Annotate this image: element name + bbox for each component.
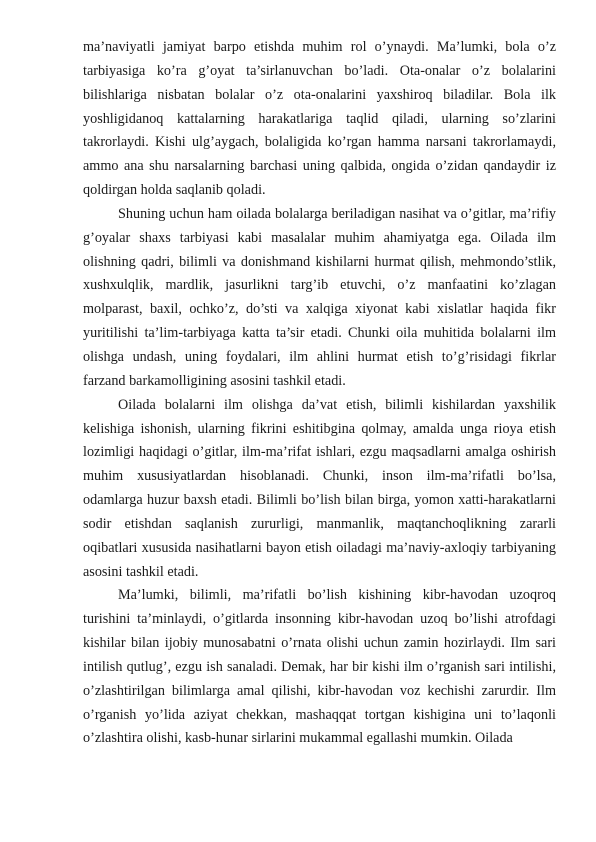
paragraph-advice-and-ideas: Shuning uchun ham oilada bolalarga beriladigan nasihat va o’gitlar, ma’rifiy g’oyalar shaxs tarbiyasi kabi masalalar muhim ahamiyatga ega. Oilada ilm olishning qadri, bilimli va donishmand kishilarni hurmat qilish, mehmondo’stlik, xushxulqlik, mardlik, jasurlikni targ’ib etuvchi, o’z manfaatini ko’zlagan molparast, baxil, ochko’z, do’sti va xalqiga xiyonat kabi xislatlar haqida fikr yuritilishi ta’lim-tarbiyaga katta ta’sir etadi. Chunki oila muhitida bolalarni ilm olishga undash, uning foydalari, ilm ahlini hurmat etish to’g’risidagi fikrlar farzand barkamolligining asosini tashkil etadi. — [83, 205, 556, 389]
paragraph-encouraging-knowledge: Oilada bolalarni ilm olishga da’vat etish, bilimli kishilardan yaxshilik kelishiga ishonish, ularning fikrini eshitibgina qolmay, amalda unga rioya etish lozimligi haqidagi o’gitlar, ilm-ma’rifat ishlari, ezgu maqsadlarni amalga oshirish muhim xususiyatlardan hisoblanadi. Chunki, inson ilm-ma’rifatli bo’lsa, odamlarga huzur baxsh etadi. Bilimli bo’lish bilan birga, yomon xatti-harakatlarni sodir etishdan saqlanish zururligi, manmanlik, maqtanchoqlikning zararli oqibatlari xususida nasihatlarni bayon etish oiladagi ma’naviy-axloqiy tarbiyaning asosini tashkil etadi. — [83, 396, 556, 580]
paragraph-continued: ma’naviyatli jamiyat barpo etishda muhim rol o’ynaydi. Ma’lumki, bola o’z tarbiyasiga ko’ra g’oyat ta’sirlanuvchan bo’ladi. Ota-onalar o’z bolalarini bilishlariga nisbatan bolalar o’z ota-onalarini yaxshiroq biladilar. Bola ilk yoshligidanoq kattalarning harakatlariga taqlid qiladi, ularning so’zlarini takrorlaydi. Kishi ulg’aygach, bolaligida ko’rgan hamma narsani takrorlamaydi, ammo ana shu narsalarning barchasi uning qalbida, ongida o’zidan qandaydir iz qoldirgan holda saqlanib qoladi. — [83, 39, 556, 199]
document-page — [83, 36, 556, 751]
paragraph-avoiding-arrogance: Ma’lumki, bilimli, ma’rifatli bo’lish kishining kibr-havodan uzoqroq turishini ta’minlaydi, o’gitlarda insonning kibr-havodan uzoq bo’lishi atrofdagi kishilar bilan ijobiy munosabatni o’rnata olishi uchun zamin hozirlaydi. Ilm sari intilish qutlug’, ezgu ish sanaladi. Demak, har bir kishi ilm o’rganish sari intilishi, o’zlashtirilgan bilimlarga amal qilishi, kibr-havodan voz kechishi zarurdir. Ilm o’rganish yo’lida aziyat chekkan, mashaqqat tortgan kishigina uni to’laqonli o’zlashtira olishi, kasb-hunar sirlarini mukammal egallashi mumkin. Oilada — [83, 587, 556, 747]
